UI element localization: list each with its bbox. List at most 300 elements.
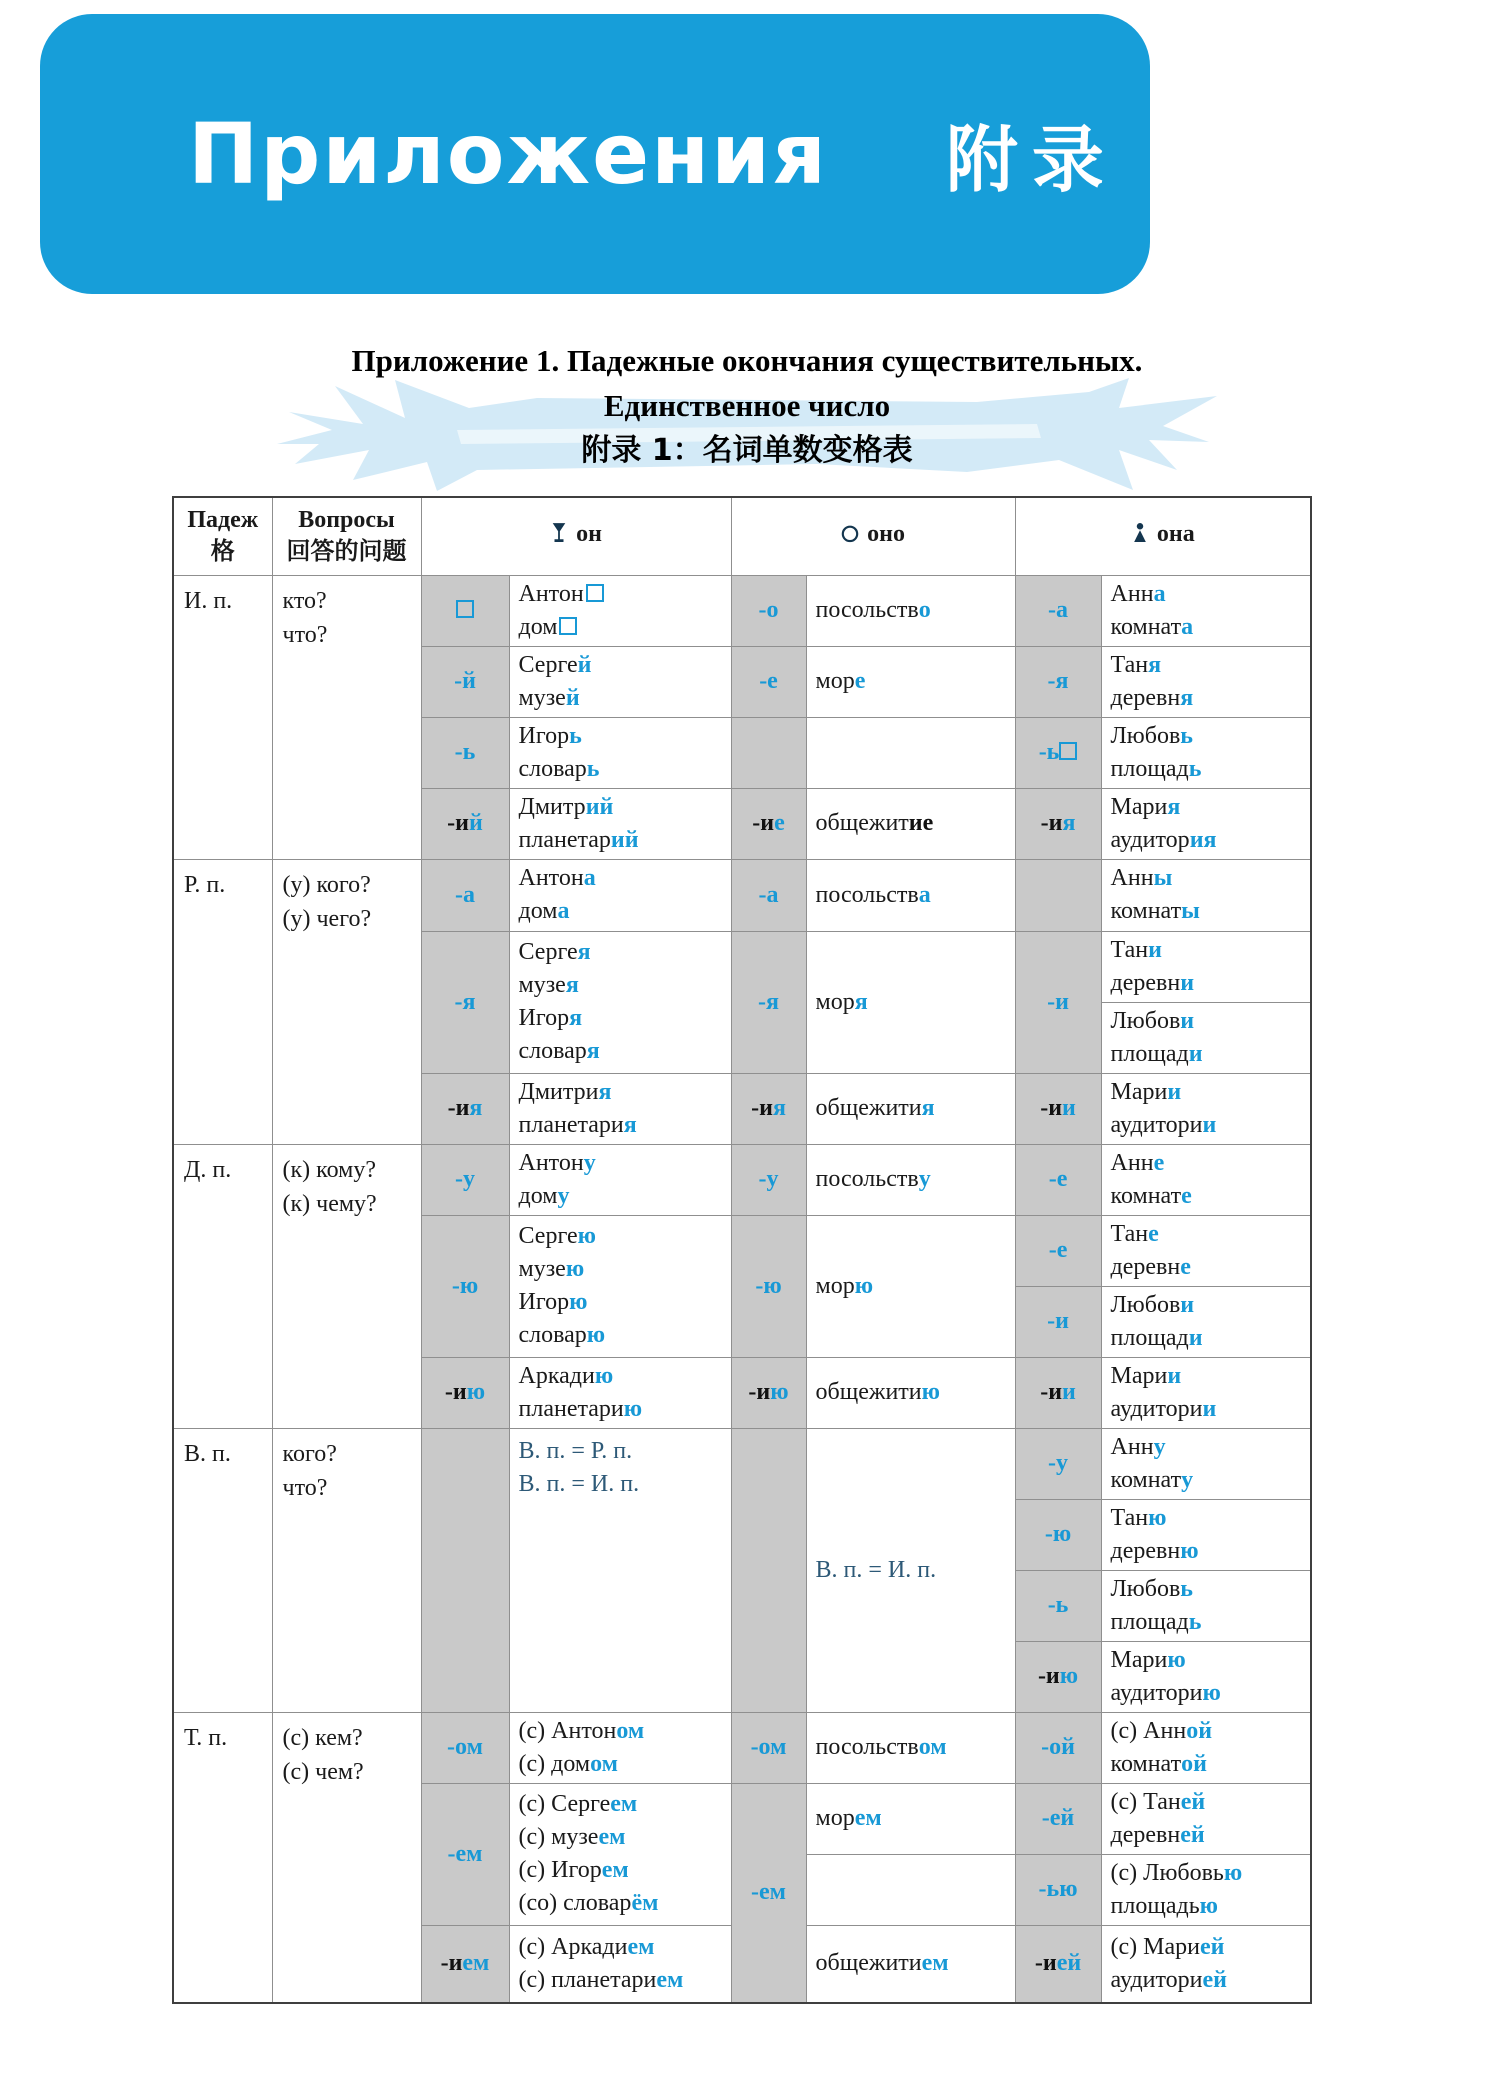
examples-cell (1101, 1215, 1311, 1286)
ending-letters: й (469, 810, 483, 836)
ending-label (1018, 986, 1099, 1019)
word-stem: (у) чего? (282, 905, 372, 932)
ending-letters: -а (455, 881, 475, 908)
word-stem: площад (1110, 1040, 1189, 1067)
ending-letters: ы (1181, 898, 1200, 924)
ending-letters: а (1181, 613, 1194, 640)
ending-letters: и (1180, 1291, 1195, 1318)
word-line (283, 868, 415, 902)
word-line (283, 1721, 415, 1755)
examples-cell (509, 575, 731, 646)
word-stem: комнат (1110, 1182, 1182, 1209)
word-line (1111, 1535, 1307, 1568)
examples-cell (1101, 1357, 1311, 1428)
word-stem: мор (815, 1805, 855, 1831)
ending-cell (731, 1144, 806, 1215)
circle-icon (841, 522, 859, 551)
word-line (1111, 578, 1307, 611)
ending-label (734, 807, 804, 840)
word-line (519, 1035, 727, 1068)
ending-letters: -у (1048, 1450, 1069, 1476)
word-line (1111, 1857, 1307, 1890)
zero-ending-box-icon (559, 617, 577, 635)
ending-cell (1015, 1854, 1101, 1925)
word-stem: общежит (815, 810, 909, 836)
ending-letters: ем (462, 1950, 490, 1977)
ending-letters-dark: -и (1040, 1095, 1063, 1121)
ending-letters: -е (1048, 1237, 1068, 1263)
word-stem: планетар (518, 826, 611, 853)
ending-letters: ю (569, 1289, 588, 1315)
ending-letters: -а (758, 881, 779, 908)
table-row (173, 1428, 1311, 1499)
word-stem: Мари (1110, 1646, 1168, 1673)
ending-label (1018, 1447, 1099, 1480)
ending-letters: у (918, 1166, 931, 1192)
case-equation: В. п. = И. п. (815, 1556, 937, 1583)
word-line (283, 1755, 415, 1789)
examples-cell (806, 646, 1015, 717)
word-stem: Мари (1110, 1362, 1168, 1389)
word-line (283, 902, 415, 936)
word-line (816, 1947, 1011, 1980)
ending-letters: и (1188, 1040, 1203, 1067)
ending-cell (1015, 1570, 1101, 1641)
word-stem: (с) Серге (518, 1791, 611, 1817)
questions-cell (272, 575, 421, 859)
examples-cell (806, 788, 1015, 859)
ending-cell (731, 575, 806, 646)
ending-letters: ь (1188, 1608, 1202, 1635)
word-stem: деревн (1110, 1537, 1181, 1564)
word-stem: мор (815, 1272, 855, 1299)
word-stem: Серге (518, 651, 578, 678)
word-line (1111, 1677, 1307, 1710)
word-stem: В. п. (184, 1440, 231, 1467)
ending-cell (421, 1144, 509, 1215)
word-stem: Любов (1110, 1007, 1181, 1034)
word-stem: аудитори (1110, 1111, 1203, 1138)
ending-letters: у (1153, 1433, 1166, 1460)
heading-line-2: Единственное число (603, 388, 891, 423)
ending-label (424, 879, 507, 912)
ending-label (734, 1270, 804, 1303)
ending-letters: ю (466, 1379, 486, 1405)
ending-letters: у (557, 1182, 570, 1209)
ending-label (1018, 594, 1099, 627)
ending-cell (731, 1712, 806, 1783)
ending-letters: я (772, 1095, 786, 1121)
ending-letters: -ь (1047, 1592, 1069, 1618)
word-line (1111, 1819, 1307, 1852)
word-line (1111, 1076, 1307, 1109)
ending-letters: я (569, 1005, 583, 1031)
ending-letters: ю (1202, 1679, 1221, 1706)
ending-letters: е (1153, 1149, 1165, 1176)
word-line (283, 1437, 415, 1471)
examples-cell (1101, 1002, 1311, 1073)
ending-letters: я (1062, 810, 1076, 836)
ending-letters: ю (623, 1395, 643, 1422)
examples-cell (1101, 1570, 1311, 1641)
ending-letters: ем (656, 1966, 684, 1993)
ending-letters: ы (1153, 865, 1173, 891)
ending-cell (1015, 1073, 1101, 1144)
word-stem: (с) Любовь (1110, 1859, 1224, 1886)
ending-label (424, 1731, 507, 1764)
ending-label (1018, 1873, 1099, 1906)
word-line (1111, 1964, 1307, 1997)
ending-letters: а (583, 865, 596, 891)
ending-cell (1015, 1641, 1101, 1712)
ending-letters-dark: -и (752, 810, 775, 836)
word-line (519, 1360, 727, 1393)
word-line (519, 1076, 727, 1109)
word-line (1111, 1748, 1307, 1781)
word-stem: площад (1110, 1608, 1189, 1635)
header-questions-ru: Вопросы (298, 507, 395, 534)
ending-cell (731, 788, 806, 859)
case-cell (173, 1144, 272, 1428)
word-stem: кто? (282, 587, 327, 614)
word-stem: (с) музе (518, 1824, 599, 1850)
word-stem: Тан (1110, 651, 1149, 678)
zero-ending-box-icon (586, 584, 604, 602)
ending-label (734, 879, 804, 912)
examples-cell (806, 1073, 1015, 1144)
ending-letters-dark: -и (447, 1095, 470, 1121)
examples-cell (1101, 717, 1311, 788)
word-line (1111, 1715, 1307, 1748)
ending-cell (1015, 575, 1101, 646)
word-line (1111, 934, 1307, 967)
examples-cell (509, 1783, 731, 1925)
ending-letters: ю (565, 1256, 585, 1282)
ending-letters: ей (1202, 1966, 1228, 1993)
examples-cell (1101, 1783, 1311, 1854)
ending-letters: й (577, 651, 592, 678)
ending-letters-dark: ие (908, 810, 934, 836)
word-line (816, 1376, 1011, 1409)
ending-letters: и (1167, 1362, 1182, 1389)
word-stem: Любов (1110, 1291, 1181, 1318)
word-stem: деревн (1110, 1821, 1181, 1848)
word-line (1111, 1147, 1307, 1180)
ending-cell (421, 1783, 509, 1925)
ending-letters-dark: -и (751, 1095, 773, 1121)
word-line (816, 879, 1011, 912)
word-line (184, 1153, 266, 1187)
word-stem: (с) Антон (518, 1717, 617, 1744)
word-line (283, 1153, 415, 1187)
examples-cell (1101, 575, 1311, 646)
ending-letters: -ем (751, 1879, 787, 1906)
ending-cell (1015, 1428, 1101, 1499)
word-stem: общежити (815, 1095, 922, 1121)
word-stem: словар (518, 755, 587, 782)
word-line (1111, 753, 1307, 786)
ending-letters: и (1180, 969, 1195, 996)
ending-letters: -ом (447, 1734, 483, 1760)
ending-letters: ём (631, 1890, 659, 1916)
word-line (519, 936, 727, 969)
ending-label (734, 1163, 804, 1196)
male-figure-icon (550, 522, 568, 551)
ending-label (424, 1376, 507, 1409)
word-line (519, 1286, 727, 1319)
ending-letters: -о (758, 597, 779, 623)
header-questions-zh: 回答的问题 (286, 539, 407, 566)
questions-cell (272, 1428, 421, 1712)
word-stem: мор (815, 668, 855, 694)
case-cell (173, 1712, 272, 2003)
ending-label (1018, 1947, 1099, 1980)
ending-label (1018, 807, 1099, 840)
examples-cell (806, 1144, 1015, 1215)
word-line (1111, 720, 1307, 753)
ending-letters-dark: -и (440, 1950, 463, 1977)
ending-letters: ь (1180, 1575, 1193, 1602)
word-stem: дом (518, 898, 558, 924)
word-line (519, 1109, 727, 1142)
word-line (519, 1253, 727, 1286)
word-line (283, 1471, 415, 1505)
ending-letters: ю (594, 1362, 614, 1389)
word-line (1111, 824, 1307, 857)
examples-cell (509, 788, 731, 859)
word-line (519, 1147, 727, 1180)
ending-letters: -ю (755, 1272, 782, 1299)
word-line (1111, 1931, 1307, 1964)
ending-letters: у (1181, 1466, 1194, 1493)
word-stem: (к) чему? (282, 1190, 377, 1217)
ending-cell (1015, 1783, 1101, 1854)
ending-letters: ю (770, 1379, 789, 1405)
examples-cell (509, 1712, 731, 1783)
ending-letters: ем (610, 1791, 638, 1817)
word-line (1111, 1180, 1307, 1213)
ending-cell (1015, 1286, 1101, 1357)
ending-letters-dark: -и (1040, 810, 1063, 836)
female-figure-icon (1131, 522, 1149, 551)
ending-letters: -ю (451, 1272, 479, 1299)
ending-letters: ем (598, 1824, 626, 1850)
ending-letters: ий (585, 793, 614, 820)
ending-label (734, 1731, 804, 1764)
table-row (173, 859, 1311, 931)
word-line (519, 649, 727, 682)
table-row (173, 1144, 1311, 1215)
ending-cell (1015, 931, 1101, 1073)
examples-cell (806, 1712, 1015, 1783)
ending-letters: -е (1048, 1166, 1068, 1192)
ending-letters: и (1148, 936, 1162, 963)
word-line (816, 807, 1011, 840)
ending-letters: ом (590, 1750, 618, 1777)
word-stem: (с) Анн (1110, 1717, 1187, 1744)
banner-title-chinese: 附录 (945, 118, 1118, 202)
ending-label (1018, 1589, 1099, 1622)
ending-label (1018, 1305, 1099, 1338)
ending-label (1018, 1518, 1099, 1551)
ending-cell (1015, 646, 1101, 717)
case-equation: В. п. = И. п. (518, 1470, 640, 1497)
examples-cell (806, 859, 1015, 931)
ending-cell (421, 575, 509, 646)
examples-cell (1101, 1286, 1311, 1357)
examples-cell (509, 1357, 731, 1428)
word-line (519, 720, 727, 753)
word-stem: посольств (815, 881, 919, 908)
word-stem: Игор (518, 1289, 570, 1315)
ending-letters: я (469, 1095, 483, 1121)
examples-cell (1101, 1499, 1311, 1570)
word-stem: Анн (1110, 580, 1154, 607)
word-stem: что? (282, 621, 328, 648)
ending-letters: -у (455, 1166, 475, 1192)
ending-label (424, 594, 507, 627)
ending-label (424, 1838, 507, 1871)
word-line (1111, 1251, 1307, 1284)
ending-letters: -ой (1041, 1734, 1075, 1760)
word-stem: (с) планетари (518, 1966, 657, 1993)
ending-label (734, 986, 804, 1019)
ending-letters: ю (921, 1379, 940, 1405)
word-line (816, 1092, 1011, 1125)
ending-letters: ей (1200, 1933, 1225, 1960)
ending-cell (731, 1783, 806, 2003)
questions-cell (272, 859, 421, 1144)
ending-letters: и (1202, 1111, 1217, 1138)
ending-cell (1015, 788, 1101, 859)
ending-letters: ей (1180, 1821, 1205, 1848)
word-line (184, 1437, 266, 1471)
ending-letters: -ю (1044, 1521, 1072, 1547)
word-stem: деревн (1110, 969, 1181, 996)
examples-cell (509, 1144, 731, 1215)
word-line (816, 594, 1011, 627)
ending-letters: я (1180, 684, 1194, 711)
ending-label (734, 1376, 804, 1409)
ending-cell (731, 1428, 806, 1712)
appendix-heading (0, 338, 1494, 473)
table-row (173, 575, 1311, 646)
heading-line-1: Приложение 1. Падежные окончания существительных. (351, 343, 1143, 378)
word-stem: аудитори (1110, 1679, 1203, 1706)
examples-cell (509, 1925, 731, 2003)
word-line (519, 1220, 727, 1253)
ending-label (424, 986, 507, 1019)
ending-cell (731, 1073, 806, 1144)
ending-cell (421, 931, 509, 1073)
word-line (1111, 1606, 1307, 1639)
ending-label (1018, 1731, 1099, 1764)
ending-letters: я (1148, 651, 1162, 678)
examples-cell (806, 931, 1015, 1073)
ending-letters: ой (1186, 1717, 1213, 1744)
ending-letters: я (565, 972, 579, 998)
examples-cell (1101, 1925, 1311, 2003)
examples-cell (1101, 931, 1311, 1002)
word-line (1111, 1322, 1307, 1355)
ending-letters: ь (586, 755, 600, 782)
word-stem: Анн (1110, 1433, 1154, 1460)
ending-letters: е (1181, 1182, 1192, 1209)
ending-label (1018, 665, 1099, 698)
examples-cell (509, 646, 731, 717)
word-stem: (у) кого? (282, 871, 371, 898)
ending-letters-dark: -и (1034, 1950, 1057, 1977)
examples-cell (1101, 1712, 1311, 1783)
ending-letters: ю (1180, 1537, 1199, 1564)
word-line (1111, 611, 1307, 644)
ending-letters: ой (1181, 1750, 1207, 1777)
ending-cell (421, 1073, 509, 1144)
word-stem: общежити (815, 1950, 922, 1977)
ending-label (1018, 1660, 1099, 1693)
examples-cell (806, 1215, 1015, 1357)
ending-cell (421, 1925, 509, 2003)
word-line (519, 1964, 727, 1997)
ending-cell (421, 1215, 509, 1357)
case-cell (173, 859, 272, 1144)
ending-label (1018, 1092, 1099, 1125)
word-stem: Тан (1110, 1504, 1149, 1531)
word-stem: (со) словар (518, 1890, 632, 1916)
word-line (1111, 1573, 1307, 1606)
ending-letters: -ом (750, 1734, 787, 1760)
ending-label (734, 1876, 804, 1909)
word-stem: Серге (518, 939, 578, 965)
ending-letters: я (623, 1111, 637, 1138)
page-banner (40, 14, 1150, 294)
ending-letters: у (583, 1149, 596, 1176)
word-line (519, 824, 727, 857)
word-line (519, 1435, 727, 1468)
ending-label (734, 594, 804, 627)
word-stem: словар (518, 1038, 587, 1064)
word-line (519, 1468, 727, 1501)
word-line (1111, 1360, 1307, 1393)
ending-label (1018, 1376, 1099, 1409)
ending-letters: е (774, 810, 785, 836)
ending-letters: я (577, 939, 591, 965)
word-stem: деревн (1110, 684, 1181, 711)
ending-letters: ем (601, 1857, 629, 1883)
word-stem: посольств (815, 1734, 919, 1760)
word-stem: музе (518, 1256, 566, 1282)
word-stem: Игор (518, 722, 570, 749)
ending-letters: ю (1223, 1859, 1243, 1886)
ending-letters: -ь (454, 739, 476, 765)
questions-cell (272, 1712, 421, 2003)
word-line (519, 578, 727, 611)
declension-table (172, 496, 1312, 2004)
ending-letters: я (854, 988, 868, 1015)
ending-letters: -ь (1038, 739, 1060, 765)
table-header-row (173, 497, 1311, 575)
ending-letters: -ем (447, 1840, 483, 1867)
examples-cell (1101, 1854, 1311, 1925)
ending-letters-dark: -и (1040, 1379, 1063, 1405)
word-stem: Антон (518, 580, 584, 607)
ending-letters: ю (586, 1322, 606, 1348)
table-row (173, 1712, 1311, 1783)
word-stem: кого? (282, 1440, 337, 1467)
word-stem: общежити (815, 1379, 922, 1405)
word-stem: дом (518, 613, 558, 640)
header-case-ru: Падеж (187, 507, 259, 534)
